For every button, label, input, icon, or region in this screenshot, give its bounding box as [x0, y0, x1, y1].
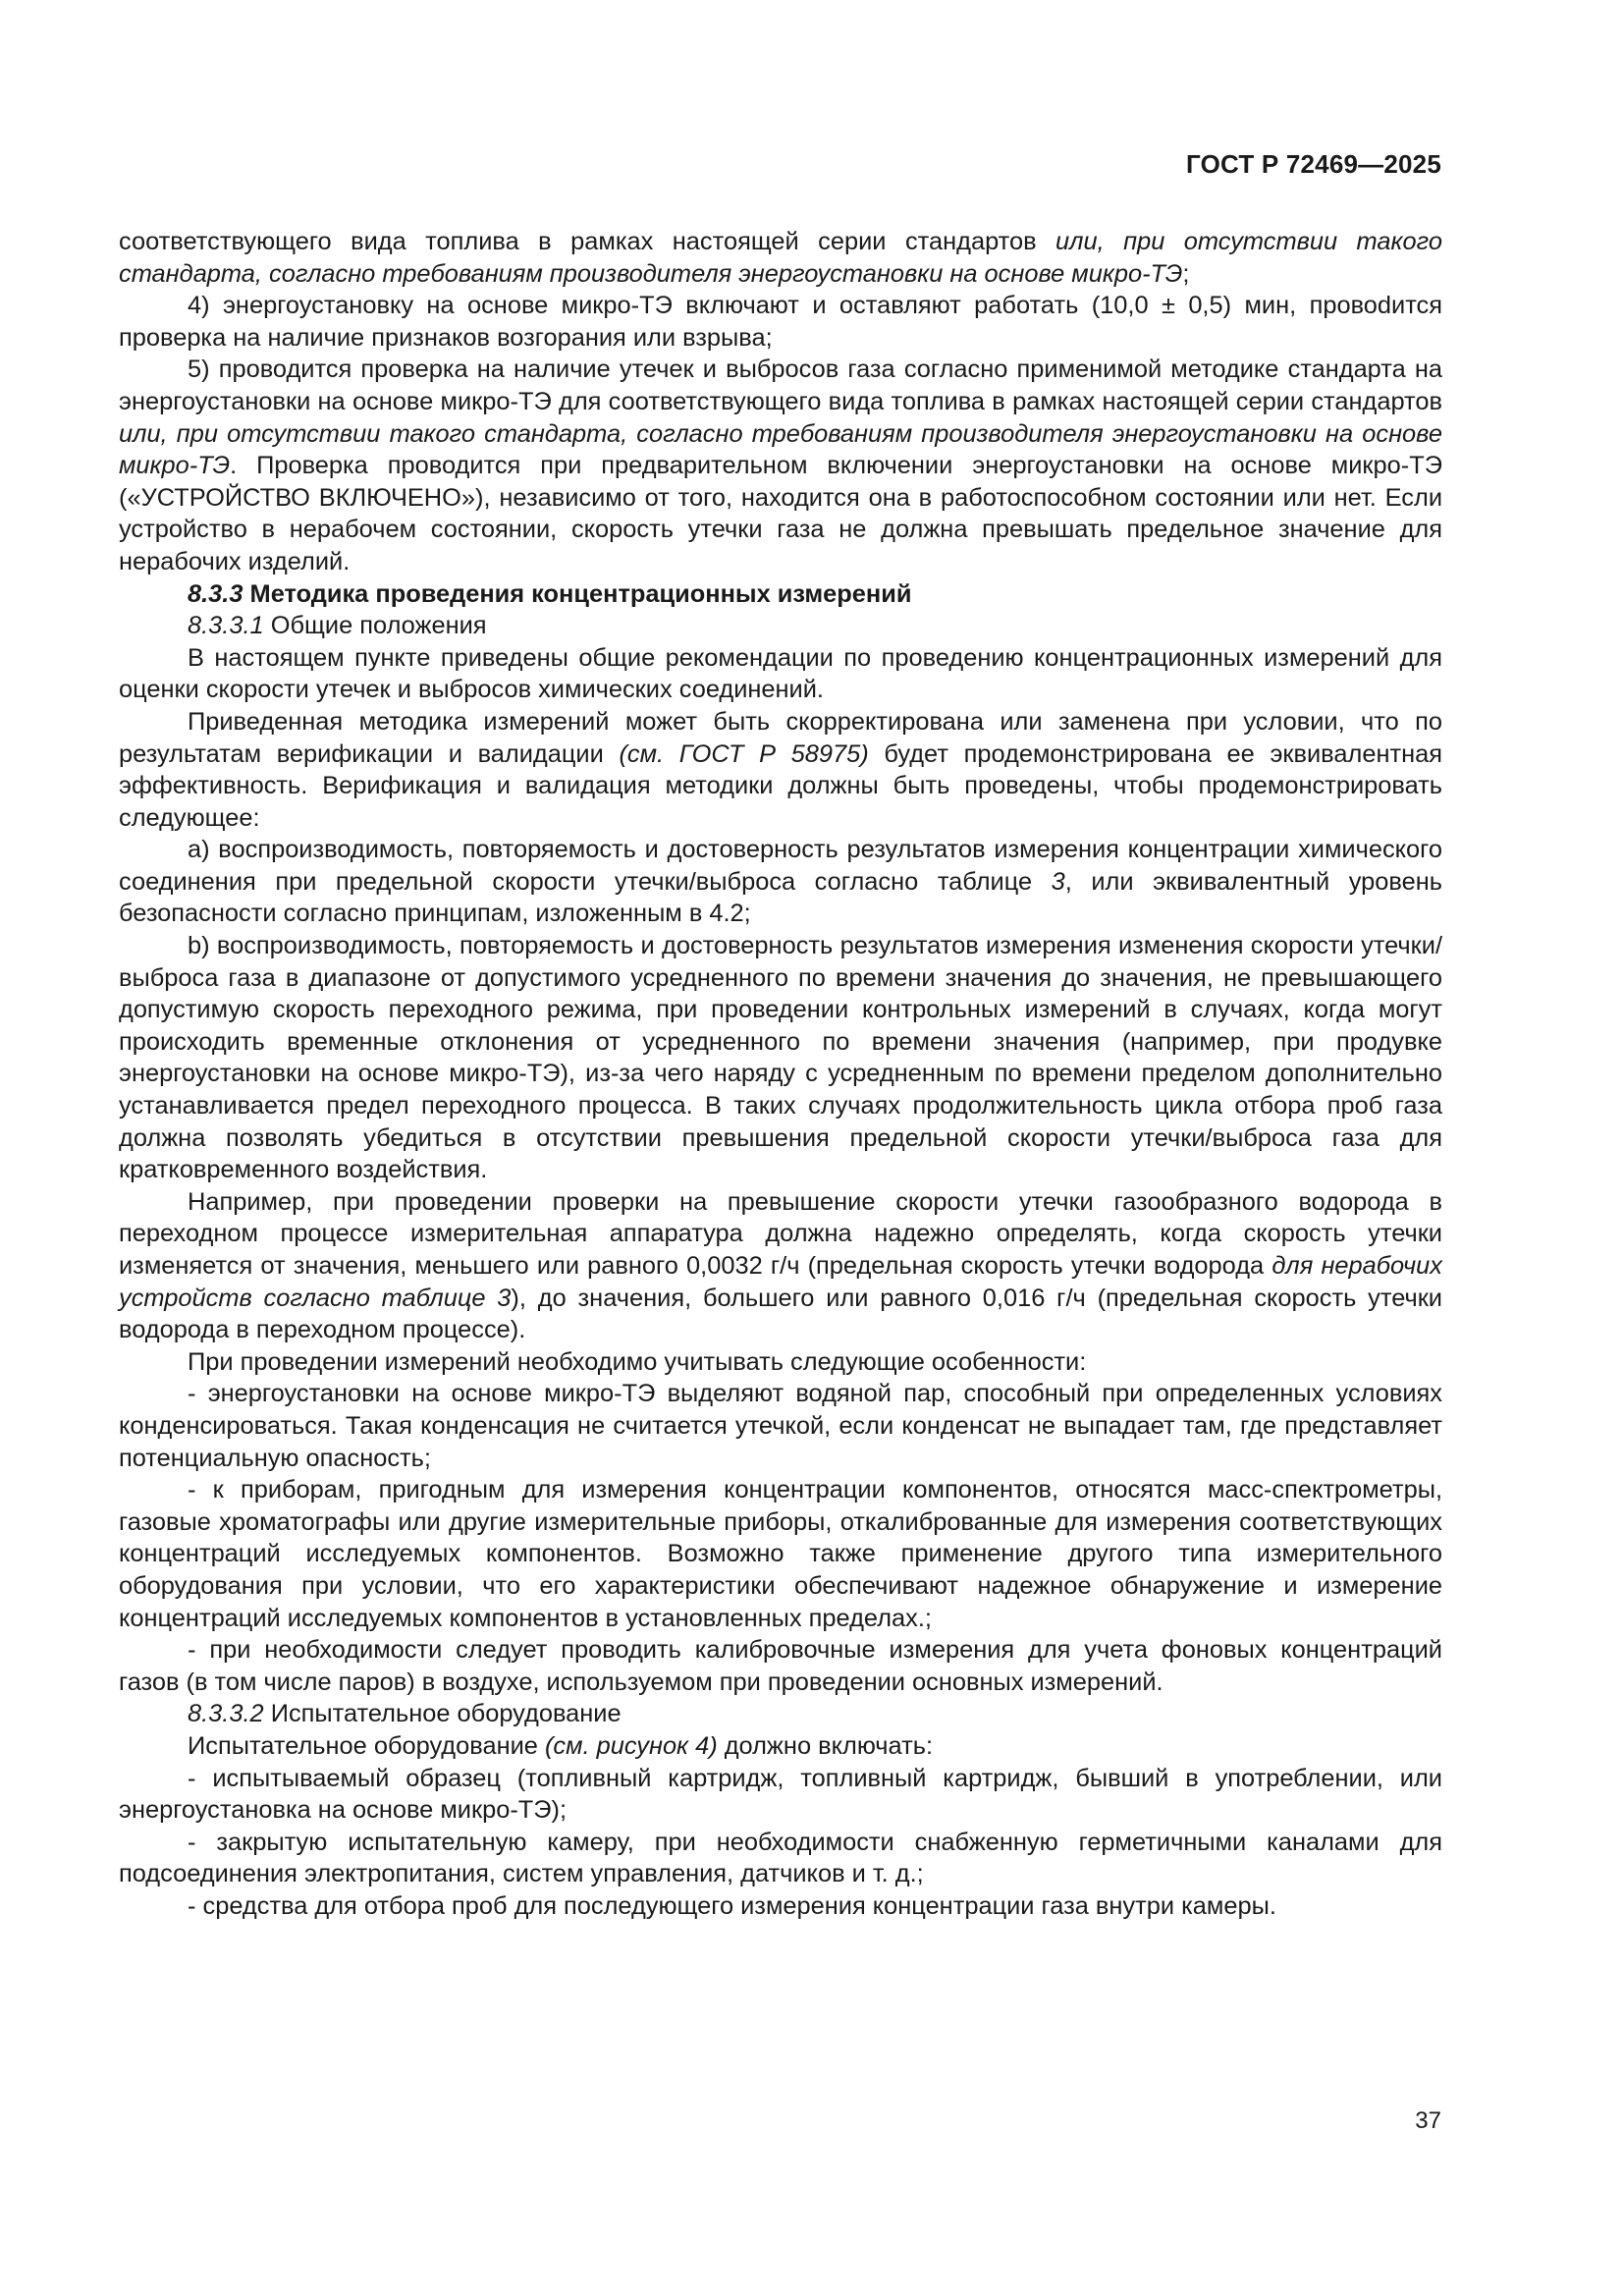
text-run: 5) проводится проверка на наличие утечек и выбросов газа согласно применимой методике стандарта на энергоустановки на основе микро-ТЭ для соответствующего вида топлива в рамках настоящей серии стандартов — [119, 355, 1442, 415]
paragraph — [119, 1346, 1442, 1379]
paragraph — [119, 1827, 1442, 1890]
page-number: 37 — [1415, 2107, 1441, 2134]
paragraph — [119, 226, 1442, 290]
italic-text: 8.3.3.2 — [188, 1700, 264, 1728]
text-run: - к приборам, пригодным для измерения концентрации компонентов, относятся масс-спектрометры, газовые хроматографы или другие измерительные приборы, откалиброванные для измерения соответствующих концентраций исследуемых компонентов. Возможно также применение другого типа измерительного оборудования при условии, что его характеристики обеспечивают надежное обнаружение и измерение концентраций исследуемых компонентов в установленных пределах.; — [119, 1476, 1442, 1632]
italic-text: для нерабочих устройств согласно таблице 3 — [119, 1252, 1443, 1312]
italic-text: (см. ГОСТ Р 58975) — [619, 739, 869, 768]
paragraph — [119, 1890, 1442, 1923]
paragraph — [119, 1186, 1442, 1346]
document-standard-id: ГОСТ Р 72469—2025 — [1186, 149, 1441, 179]
text-run: соответствующего вида топлива в рамках настоящей серии стандартов — [119, 228, 1056, 255]
italic-text: или, при отсутствии такого стандарта, согласно требованиям производителя энергоустановки на основе микро-ТЭ — [119, 228, 1443, 288]
paragraph — [119, 1763, 1442, 1827]
bold-text: Методика проведения концентрационных измерений — [243, 579, 912, 608]
paragraph — [119, 1730, 1442, 1763]
text-run: Общие положения — [263, 612, 487, 640]
text-run: В настоящем пункте приведены общие рекомендации по проведению концентрационных измерений для оценки скорости утечек и выбросов химических соединений. — [119, 643, 1442, 704]
italic-text: 3 — [1051, 867, 1065, 896]
text-run: При проведении измерений необходимо учитывать следующие особенности: — [188, 1347, 1087, 1376]
text-run: ; — [1182, 259, 1190, 288]
text-run: b) воспроизводимость, повторяемость и достоверность результатов измерения изменения скорости утечки/выброса газа в диапазоне от допустимого усредненного по времени значения до значения, не превышающего допустимую скорость переходного режима, при проведении контрольных измерений в случаях, когда могут происходить временные отклонения от усредненного по времени значения (например, при продувке энергоустановки на основе микро-ТЭ), из-за чего наряду с усредненным по времени пределом дополнительно устанавливается предел переходного процесса. В таких случаях продолжительность цикла отбора проб газа должна позволять убедиться в отсутствии превышения предельной скорости утечки/выброса газа для кратковременного воздействия. — [119, 932, 1442, 1184]
text-run: будет продемонстрирована ее эквивалентная эффективность. Верификация и валидация методики должны быть проведены, чтобы продемонстрировать следующее: — [119, 739, 1442, 832]
italic-text: или, при отсутствии такого стандарта, согласно требованиям производителя энергоустановки на основе микро-ТЭ — [119, 419, 1442, 480]
text-run: ), до значения, большего или равного 0,016 г/ч (предельная скорость утечки водорода в переходном процессе). — [119, 1284, 1442, 1344]
paragraph — [119, 610, 1442, 642]
paragraph — [119, 290, 1442, 354]
text-run: - при необходимости следует проводить калибровочные измерения для учета фоновых концентраций газов (в том числе паров) в воздухе, используемом при проведении основных измерений. — [119, 1636, 1442, 1696]
paragraph — [119, 578, 1442, 611]
text-run: - энергоустановки на основе микро-ТЭ выделяют водяной пар, способный при определенных условиях конденсироваться. Такая конденсация не считается утечкой, если конденсат не выпадает там, где представляет потенциальную опасность; — [119, 1380, 1442, 1472]
paragraph — [119, 1474, 1442, 1634]
italic-text: (см. рисунок 4) — [544, 1731, 718, 1760]
paragraph — [119, 706, 1442, 834]
paragraph — [119, 354, 1442, 577]
text-run: . Проверка проводится при предварительном включении энергоустановки на основе микро-ТЭ («УСТРОЙСТВО ВКЛЮЧЕНО»), независимо от того, находится она в работоспособном состоянии или нет. Если устройство в нерабочем состоянии, скорость утечки газа не должна превышать предельное значение для нерабочих изделий. — [119, 452, 1442, 575]
italic-text: 8.3.3.1 — [188, 612, 264, 640]
document-body — [119, 226, 1442, 1922]
text-run: 4) энергоустановку на основе микро-ТЭ включают и оставляют работать (10,0 ± 0,5) мин, провоdится проверка на наличие признаков возгорания или взрыва; — [119, 292, 1442, 352]
text-run: должно включать: — [717, 1731, 934, 1760]
paragraph — [119, 642, 1442, 706]
text-run: - испытываемый образец (топливный картридж, топливный картридж, бывший в употреблении, или энергоустановка на основе микро-ТЭ); — [119, 1764, 1442, 1825]
text-run: Например, при проведении проверки на превышение скорости утечки газообразного водорода в переходном процессе измерительная аппаратура должна надежно определять, когда скорость утечки изменяется от значения, меньшего или равного 0,0032 г/ч (предельная скорость утечки водорода — [119, 1187, 1442, 1280]
bold-italic-text: 8.3.3 — [188, 579, 243, 608]
text-run: Испытательное оборудование — [263, 1700, 622, 1728]
paragraph — [119, 1378, 1442, 1474]
text-run: - закрытую испытательную камеру, при необходимости снабженную герметичными каналами для подсоединения электропитания, систем управления, датчиков и т. д.; — [119, 1828, 1442, 1888]
text-run: Приведенная методика измерений может быть скорректирована или заменена при условии, что по результатам верификации и валидации — [119, 707, 1442, 768]
paragraph — [119, 930, 1442, 1186]
text-run: , или эквивалентный уровень безопасности согласно принципам, изложенным в 4.2; — [119, 867, 1442, 928]
text-run: - средства для отбора проб для последующего измерения концентрации газа внутри камеры. — [188, 1891, 1276, 1920]
text-run: a) воспроизводимость, повторяемость и достоверность результатов измерения концентрации химического соединения при предельной скорости утечки/выброса согласно таблице — [119, 836, 1442, 896]
text-run: Испытательное оборудование — [188, 1731, 545, 1760]
paragraph — [119, 1634, 1442, 1698]
paragraph — [119, 1698, 1442, 1730]
paragraph — [119, 834, 1442, 930]
